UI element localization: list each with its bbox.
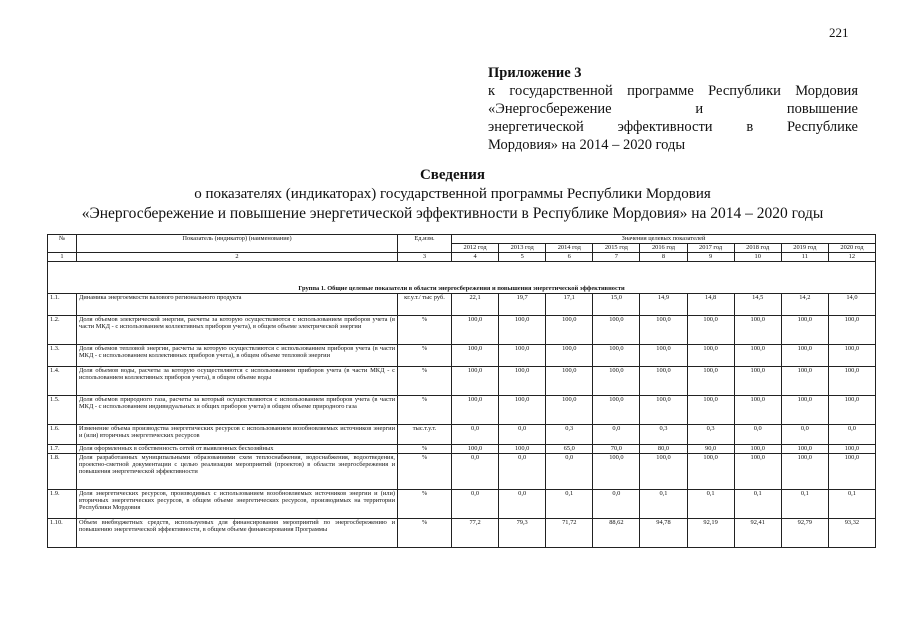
row-indicator-name: Доля оформленных в собственность сетей от выявленных бесхозяйных bbox=[77, 445, 398, 454]
table-row bbox=[48, 490, 876, 519]
row-value: 100,0 bbox=[734, 316, 781, 345]
row-value: 100,0 bbox=[499, 396, 546, 425]
header-year: 2013 год bbox=[499, 244, 546, 253]
row-value: 14,8 bbox=[687, 294, 734, 316]
table-row bbox=[48, 425, 876, 445]
row-indicator-name: Доля объемов тепловой энергии, расчеты за которую осуществляются с использованием приборов учета (в части МКД - с использованием коллективных приборов учета), в общем объеме тепловой энергии bbox=[77, 345, 398, 367]
table-row bbox=[48, 445, 876, 454]
row-indicator-name: Динамика энергоемкости валового регионального продукта bbox=[77, 294, 398, 316]
row-value: 100,0 bbox=[687, 367, 734, 396]
row-value: 92,41 bbox=[734, 519, 781, 548]
row-value: 100,0 bbox=[640, 345, 687, 367]
row-value: 100,0 bbox=[499, 445, 546, 454]
column-number: 4 bbox=[452, 253, 499, 262]
row-value: 100,0 bbox=[499, 316, 546, 345]
header-year: 2019 год bbox=[781, 244, 828, 253]
table-row bbox=[48, 316, 876, 345]
row-value: 100,0 bbox=[546, 316, 593, 345]
row-value: 90,0 bbox=[687, 445, 734, 454]
row-value: 0,3 bbox=[687, 425, 734, 445]
column-number: 1 bbox=[48, 253, 77, 262]
header-year: 2020 год bbox=[828, 244, 875, 253]
row-value: 100,0 bbox=[828, 316, 875, 345]
row-indicator-name: Доля разработанных муниципальными образованиями схем теплоснабжения, водоснабжения, водоотведения, проектно-сметной документации с целью реализации мероприятий (проектов) в области энергосбережения и повышения энергетической эффективности bbox=[77, 454, 398, 490]
column-number: 3 bbox=[398, 253, 452, 262]
row-value: 100,0 bbox=[546, 345, 593, 367]
row-value: 14,9 bbox=[640, 294, 687, 316]
row-number: 1.6. bbox=[48, 425, 77, 445]
row-value: 0,1 bbox=[687, 490, 734, 519]
row-value: 0,1 bbox=[546, 490, 593, 519]
row-value: 0,0 bbox=[452, 454, 499, 490]
row-value: 65,0 bbox=[546, 445, 593, 454]
heading-title: Сведения bbox=[419, 167, 486, 183]
table-row bbox=[48, 294, 876, 316]
row-value: 100,0 bbox=[687, 396, 734, 425]
row-value: 92,19 bbox=[687, 519, 734, 548]
row-value: 0,0 bbox=[499, 490, 546, 519]
header-year: 2017 год bbox=[687, 244, 734, 253]
group-row bbox=[48, 262, 876, 294]
row-value: 0,0 bbox=[828, 425, 875, 445]
row-number: 1.10. bbox=[48, 519, 77, 548]
row-value: 0,1 bbox=[781, 490, 828, 519]
header-number: № bbox=[48, 235, 77, 253]
row-value: 100,0 bbox=[593, 345, 640, 367]
appendix-title: Приложение 3 bbox=[488, 65, 582, 81]
row-value: 100,0 bbox=[828, 367, 875, 396]
row-value: 94,78 bbox=[640, 519, 687, 548]
row-unit: % bbox=[398, 490, 452, 519]
row-value: 0,3 bbox=[546, 425, 593, 445]
row-value: 0,1 bbox=[828, 490, 875, 519]
header-unit: Ед.изм. bbox=[398, 235, 452, 253]
row-value: 100,0 bbox=[781, 316, 828, 345]
appendix-line: Мордовия» на 2014 – 2020 годы bbox=[488, 137, 686, 153]
row-value: 100,0 bbox=[452, 396, 499, 425]
row-unit: тыс.т.у.т. bbox=[398, 425, 452, 445]
row-indicator-name: Объем внебюджетных средств, используемых для финансирования мероприятий по энергосбережению и повышению энергетической эффективности, в общем объеме финансирования Программы bbox=[77, 519, 398, 548]
column-number: 2 bbox=[77, 253, 398, 262]
row-value: 100,0 bbox=[781, 367, 828, 396]
row-value: 0,0 bbox=[452, 490, 499, 519]
row-value: 100,0 bbox=[593, 454, 640, 490]
row-value: 17,1 bbox=[546, 294, 593, 316]
document-heading bbox=[0, 166, 905, 223]
table-header-row bbox=[48, 235, 876, 244]
table-row bbox=[48, 367, 876, 396]
row-unit: % bbox=[398, 445, 452, 454]
row-value: 100,0 bbox=[781, 345, 828, 367]
header-year: 2015 год bbox=[593, 244, 640, 253]
table-column-numbers-row bbox=[48, 253, 876, 262]
row-unit: % bbox=[398, 519, 452, 548]
row-value: 100,0 bbox=[734, 454, 781, 490]
heading-subtitle: «Энергосбережение и повышение энергетической эффективности в Республике Мордовия» на 2014 – 2020 годы bbox=[81, 205, 824, 222]
row-number: 1.3. bbox=[48, 345, 77, 367]
row-value: 100,0 bbox=[734, 445, 781, 454]
appendix-line: «Энергосбережение и повышение bbox=[488, 101, 858, 117]
row-value: 70,0 bbox=[593, 445, 640, 454]
row-unit: кг.у.т./ тыс руб. bbox=[398, 294, 452, 316]
header-year: 2018 год bbox=[734, 244, 781, 253]
table-row bbox=[48, 519, 876, 548]
row-value: 100,0 bbox=[781, 445, 828, 454]
row-value: 93,32 bbox=[828, 519, 875, 548]
column-number: 12 bbox=[828, 253, 875, 262]
row-value: 0,0 bbox=[452, 425, 499, 445]
row-number: 1.1. bbox=[48, 294, 77, 316]
row-indicator-name: Доля объемов электрической энергии, расчеты за которую осуществляются с использованием приборов учета (в части МКД - с использованием коллективных приборов учета), в общем объеме электрической энергии bbox=[77, 316, 398, 345]
row-value: 100,0 bbox=[781, 396, 828, 425]
row-value: 0,3 bbox=[640, 425, 687, 445]
row-value: 88,62 bbox=[593, 519, 640, 548]
row-value: 0,0 bbox=[734, 425, 781, 445]
row-value: 0,0 bbox=[593, 425, 640, 445]
row-value: 0,0 bbox=[499, 454, 546, 490]
column-number: 9 bbox=[687, 253, 734, 262]
row-value: 79,3 bbox=[499, 519, 546, 548]
row-value: 100,0 bbox=[640, 316, 687, 345]
row-value: 14,0 bbox=[828, 294, 875, 316]
row-value: 14,2 bbox=[781, 294, 828, 316]
row-value: 100,0 bbox=[499, 345, 546, 367]
row-value: 100,0 bbox=[687, 345, 734, 367]
row-value: 100,0 bbox=[734, 367, 781, 396]
row-number: 1.7. bbox=[48, 445, 77, 454]
appendix-line: энергетической эффективности в Республике bbox=[488, 119, 858, 135]
indicators-table bbox=[47, 234, 876, 548]
row-value: 100,0 bbox=[452, 367, 499, 396]
row-indicator-name: Доля объемов природного газа, расчеты за который осуществляются с использованием приборов учета (в части МКД - с использованием индивидуальных и общих приборов учета) в общем объеме природного газа bbox=[77, 396, 398, 425]
row-value: 100,0 bbox=[546, 367, 593, 396]
row-value: 100,0 bbox=[640, 454, 687, 490]
row-value: 100,0 bbox=[452, 445, 499, 454]
row-value: 92,79 bbox=[781, 519, 828, 548]
row-value: 14,5 bbox=[734, 294, 781, 316]
row-value: 0,1 bbox=[734, 490, 781, 519]
heading-subtitle: о показателях (индикаторах) государственной программы Республики Мордовия bbox=[194, 186, 711, 202]
row-value: 100,0 bbox=[687, 454, 734, 490]
row-indicator-name: Доля объемов воды, расчеты за которую осуществляются с использованием приборов учета (в части МКД - с использованием коллективных приборов учета), в общем объеме воды bbox=[77, 367, 398, 396]
row-value: 100,0 bbox=[452, 345, 499, 367]
table-row bbox=[48, 396, 876, 425]
header-year: 2012 год bbox=[452, 244, 499, 253]
column-number: 6 bbox=[546, 253, 593, 262]
page-number: 221 bbox=[829, 25, 849, 40]
row-value: 80,0 bbox=[640, 445, 687, 454]
row-value: 71,72 bbox=[546, 519, 593, 548]
row-value: 19,7 bbox=[499, 294, 546, 316]
row-unit: % bbox=[398, 367, 452, 396]
appendix-line: к государственной программе Республики Мордовия bbox=[488, 83, 858, 99]
row-value: 77,2 bbox=[452, 519, 499, 548]
appendix-header bbox=[488, 64, 858, 154]
column-number: 5 bbox=[499, 253, 546, 262]
row-indicator-name: Доля энергетических ресурсов, производимых с использованием возобновляемых источников энергии и (или) вторичных энергетических ресурсов, в общем объеме энергетических ресурсов, производимых на территории Республики Мордовия bbox=[77, 490, 398, 519]
row-number: 1.2. bbox=[48, 316, 77, 345]
row-value: 100,0 bbox=[593, 367, 640, 396]
header-indicator: Показатель (индикатор) (наименование) bbox=[77, 235, 398, 253]
table-row bbox=[48, 345, 876, 367]
row-value: 100,0 bbox=[499, 367, 546, 396]
row-value: 100,0 bbox=[734, 345, 781, 367]
column-number: 7 bbox=[593, 253, 640, 262]
header-year: 2014 год bbox=[546, 244, 593, 253]
row-unit: % bbox=[398, 454, 452, 490]
row-unit: % bbox=[398, 396, 452, 425]
row-value: 100,0 bbox=[452, 316, 499, 345]
row-value: 0,0 bbox=[593, 490, 640, 519]
row-value: 0,0 bbox=[781, 425, 828, 445]
row-value: 100,0 bbox=[546, 396, 593, 425]
row-value: 100,0 bbox=[593, 316, 640, 345]
row-number: 1.4. bbox=[48, 367, 77, 396]
row-value: 100,0 bbox=[828, 454, 875, 490]
row-unit: % bbox=[398, 316, 452, 345]
row-value: 100,0 bbox=[687, 316, 734, 345]
row-value: 100,0 bbox=[593, 396, 640, 425]
column-number: 11 bbox=[781, 253, 828, 262]
group-title: Группа 1. Общие целевые показатели в области энергосбережения и повышения энергетической эффективности bbox=[48, 262, 876, 294]
row-value: 100,0 bbox=[734, 396, 781, 425]
header-year: 2016 год bbox=[640, 244, 687, 253]
row-value: 0,0 bbox=[546, 454, 593, 490]
row-value: 22,1 bbox=[452, 294, 499, 316]
row-indicator-name: Изменение объема производства энергетических ресурсов с использованием возобновляемых источников энергии и (или) вторичных энергетических ресурсов bbox=[77, 425, 398, 445]
row-value: 100,0 bbox=[828, 445, 875, 454]
row-number: 1.9. bbox=[48, 490, 77, 519]
column-number: 10 bbox=[734, 253, 781, 262]
header-values: Значения целевых показателей bbox=[452, 235, 876, 244]
row-value: 100,0 bbox=[781, 454, 828, 490]
row-value: 0,0 bbox=[499, 425, 546, 445]
row-value: 100,0 bbox=[828, 396, 875, 425]
row-number: 1.8. bbox=[48, 454, 77, 490]
row-value: 100,0 bbox=[640, 367, 687, 396]
row-value: 100,0 bbox=[640, 396, 687, 425]
table-row bbox=[48, 454, 876, 490]
row-value: 15,0 bbox=[593, 294, 640, 316]
row-number: 1.5. bbox=[48, 396, 77, 425]
row-value: 0,1 bbox=[640, 490, 687, 519]
column-number: 8 bbox=[640, 253, 687, 262]
row-unit: % bbox=[398, 345, 452, 367]
row-value: 100,0 bbox=[828, 345, 875, 367]
